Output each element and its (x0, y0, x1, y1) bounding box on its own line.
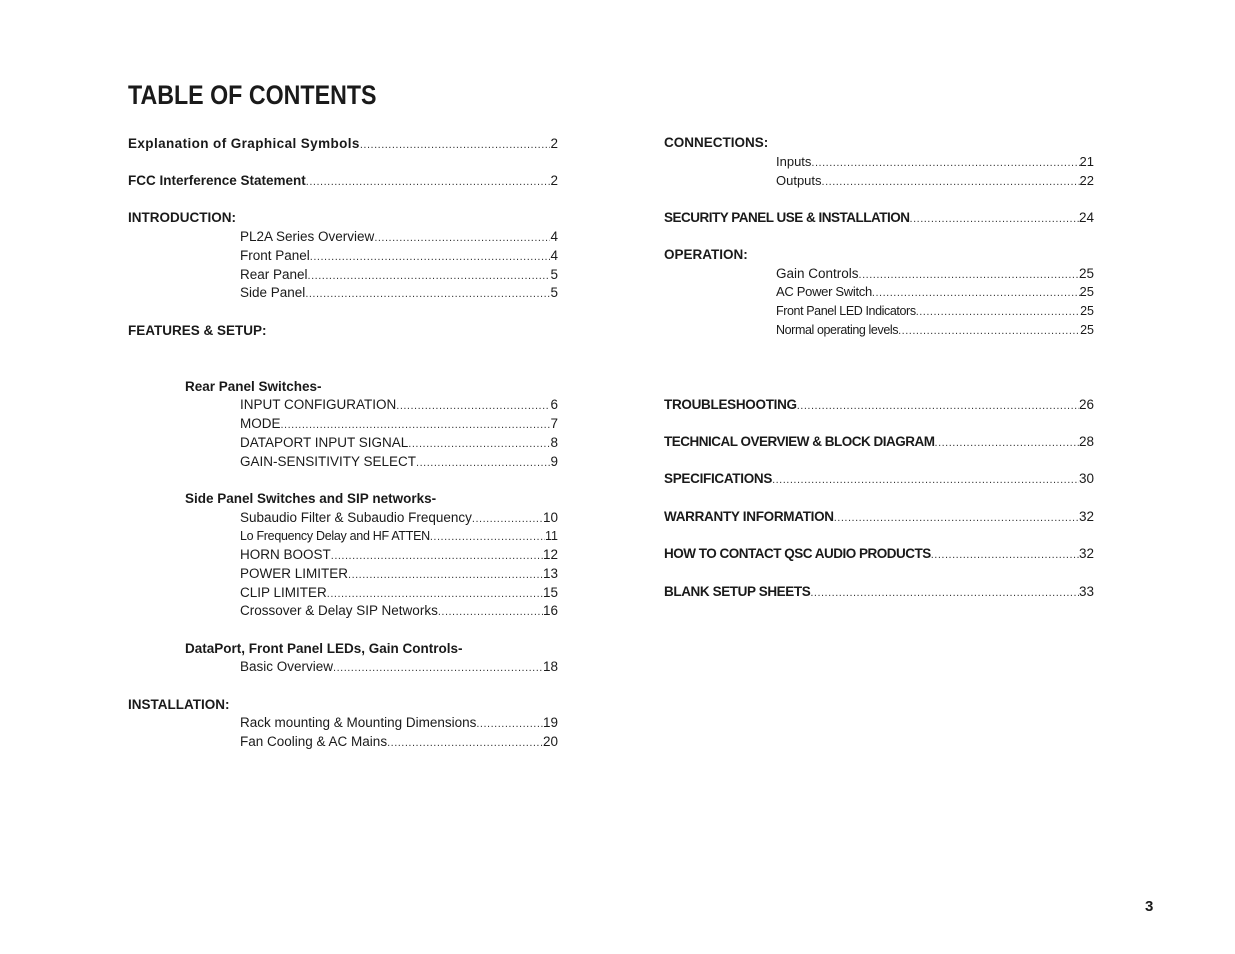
toc-entry[interactable] (776, 153, 1094, 171)
leader-dots (476, 715, 543, 733)
entry-page: 12 (542, 547, 558, 562)
entry-label: FCC Interference Statement (128, 173, 306, 188)
toc-entry[interactable] (240, 266, 558, 284)
section-heading-operation: OPERATION: (664, 247, 748, 262)
entry-page: 4 (550, 248, 558, 263)
leader-dots (387, 734, 543, 752)
entry-page: 13 (542, 566, 558, 581)
entry-page: 24 (1078, 210, 1094, 225)
toc-entry[interactable] (240, 509, 558, 527)
toc-entry-contact[interactable] (664, 545, 1094, 563)
entry-label: SPECIFICATIONS (664, 471, 773, 486)
toc-entry-troubleshooting[interactable] (664, 396, 1094, 414)
entry-label: Normal operating levels (776, 323, 899, 337)
leader-dots (360, 136, 551, 154)
entry-label: Front Panel LED Indicators (776, 304, 916, 318)
section-heading-installation: INSTALLATION: (128, 697, 230, 712)
leader-dots (396, 397, 550, 415)
leader-dots (306, 173, 551, 191)
page-number: 3 (1145, 898, 1154, 915)
toc-entry[interactable] (240, 602, 558, 620)
entry-page: 9 (550, 454, 558, 469)
entry-label: AC Power Switch (776, 284, 872, 299)
entry-page: 32 (1078, 509, 1094, 524)
entry-page: 8 (550, 435, 558, 450)
toc-entry-blank-setup[interactable] (664, 583, 1094, 601)
entry-label: Lo Frequency Delay and HF ATTEN (240, 529, 430, 543)
leader-dots (310, 248, 551, 266)
section-heading-connections: CONNECTIONS: (664, 135, 769, 150)
toc-entry[interactable] (240, 228, 558, 246)
leader-dots (438, 603, 543, 621)
toc-entry[interactable] (240, 714, 558, 732)
entry-label: Subaudio Filter & Subaudio Frequency (240, 510, 472, 525)
entry-page: 30 (1078, 471, 1094, 486)
leader-dots (772, 471, 1079, 489)
entry-label: HOW TO CONTACT QSC AUDIO PRODUCTS (664, 546, 931, 561)
toc-entry-specifications[interactable] (664, 470, 1094, 488)
entry-page: 25 (1079, 284, 1094, 299)
entry-label: Gain Controls (776, 266, 859, 281)
entry-label: Front Panel (240, 248, 310, 263)
section-heading-introduction: INTRODUCTION: (128, 210, 236, 225)
leader-dots (910, 210, 1079, 228)
entry-page: 19 (542, 715, 558, 730)
subsection-heading-rear-panel: Rear Panel Switches- (185, 379, 322, 394)
entry-page: 10 (542, 510, 558, 525)
leader-dots (333, 659, 543, 677)
entry-label: Explanation of Graphical Symbols (128, 136, 360, 151)
toc-entry[interactable] (776, 283, 1094, 301)
leader-dots (472, 510, 543, 528)
toc-entry-security-panel[interactable] (664, 209, 1094, 227)
leader-dots (810, 584, 1079, 602)
entry-page: 7 (550, 416, 558, 431)
entry-label: GAIN-SENSITIVITY SELECT (240, 454, 417, 469)
leader-dots (408, 435, 550, 453)
leader-dots (331, 547, 543, 565)
entry-label: TROUBLESHOOTING (664, 397, 797, 412)
entry-label: Rear Panel (240, 267, 308, 282)
entry-page: 22 (1079, 173, 1094, 188)
entry-page: 4 (550, 229, 558, 244)
entry-page: 26 (1078, 397, 1094, 412)
entry-page: 15 (542, 585, 558, 600)
entry-label: INPUT CONFIGURATION (240, 397, 397, 412)
toc-entry[interactable] (776, 321, 1094, 339)
entry-page: 25 (1080, 323, 1094, 337)
toc-entry[interactable] (240, 584, 558, 602)
leader-dots (430, 528, 545, 546)
leader-dots (416, 454, 550, 472)
subsection-heading-side-panel: Side Panel Switches and SIP networks- (185, 491, 437, 506)
entry-page: 28 (1078, 434, 1094, 449)
toc-entry[interactable] (776, 172, 1094, 190)
toc-entry[interactable] (240, 284, 558, 302)
entry-label: Outputs (776, 173, 822, 188)
toc-entry-graphical-symbols[interactable] (128, 135, 558, 153)
entry-page: 5 (550, 267, 558, 282)
entry-label: Rack mounting & Mounting Dimensions (240, 715, 477, 730)
entry-label: SECURITY PANEL USE & INSTALLATION (664, 210, 910, 225)
entry-label: Crossover & Delay SIP Networks (240, 603, 438, 618)
entry-label: TECHNICAL OVERVIEW & BLOCK DIAGRAM (664, 434, 935, 449)
toc-entry-technical-overview[interactable] (664, 433, 1094, 451)
entry-page: 25 (1080, 304, 1094, 318)
leader-dots (308, 267, 551, 285)
entry-page: 32 (1078, 546, 1094, 561)
entry-label: POWER LIMITER (240, 566, 349, 581)
entry-page: 18 (542, 659, 558, 674)
entry-page: 5 (550, 285, 558, 300)
entry-page: 33 (1078, 584, 1094, 599)
leader-dots (797, 397, 1079, 415)
toc-entry[interactable] (240, 415, 558, 433)
entry-label: Inputs (776, 154, 812, 169)
page-title: TABLE OF CONTENTS (128, 80, 377, 110)
entry-page: 2 (550, 173, 558, 188)
leader-dots (834, 509, 1079, 527)
leader-dots (327, 585, 543, 603)
leader-dots (822, 173, 1080, 191)
toc-entry[interactable] (240, 434, 558, 452)
entry-page: 16 (542, 603, 558, 618)
toc-entry[interactable] (240, 396, 558, 414)
toc-entry[interactable] (240, 658, 558, 676)
leader-dots (374, 229, 550, 247)
leader-dots (931, 546, 1079, 564)
entry-page: 6 (550, 397, 558, 412)
entry-page: 25 (1078, 266, 1094, 281)
entry-label: MODE (240, 416, 281, 431)
entry-page: 2 (550, 136, 558, 151)
leader-dots (916, 303, 1080, 321)
entry-label: HORN BOOST (240, 547, 331, 562)
entry-page: 20 (542, 734, 558, 749)
entry-label: Basic Overview (240, 659, 334, 674)
toc-entry[interactable] (240, 247, 558, 265)
toc-entry[interactable] (240, 527, 558, 545)
leader-dots (859, 266, 1079, 284)
entry-label: CLIP LIMITER (240, 585, 327, 600)
toc-entry[interactable] (240, 733, 558, 751)
toc-entry[interactable] (240, 546, 558, 564)
toc-entry[interactable] (240, 453, 558, 471)
leader-dots (898, 322, 1080, 340)
toc-entry-fcc[interactable] (128, 172, 558, 190)
entry-label: PL2A Series Overview (240, 229, 375, 244)
leader-dots (305, 285, 550, 303)
section-heading-features: FEATURES & SETUP: (128, 323, 267, 338)
entry-page: 21 (1079, 154, 1094, 169)
entry-label: DATAPORT INPUT SIGNAL (240, 435, 409, 450)
toc-entry[interactable] (240, 565, 558, 583)
leader-dots (348, 566, 543, 584)
leader-dots (281, 416, 551, 434)
subsection-heading-dataport: DataPort, Front Panel LEDs, Gain Controls- (185, 641, 463, 656)
entry-page: 11 (545, 529, 558, 543)
entry-label: WARRANTY INFORMATION (664, 509, 834, 524)
toc-entry-warranty[interactable] (664, 508, 1094, 526)
leader-dots (811, 154, 1079, 172)
leader-dots (872, 284, 1080, 302)
entry-label: BLANK SETUP SHEETS (664, 584, 811, 599)
entry-label: Side Panel (240, 285, 306, 300)
toc-entry[interactable] (776, 302, 1094, 320)
toc-entry[interactable] (776, 265, 1094, 283)
entry-label: Fan Cooling & AC Mains (240, 734, 388, 749)
leader-dots (935, 434, 1079, 452)
